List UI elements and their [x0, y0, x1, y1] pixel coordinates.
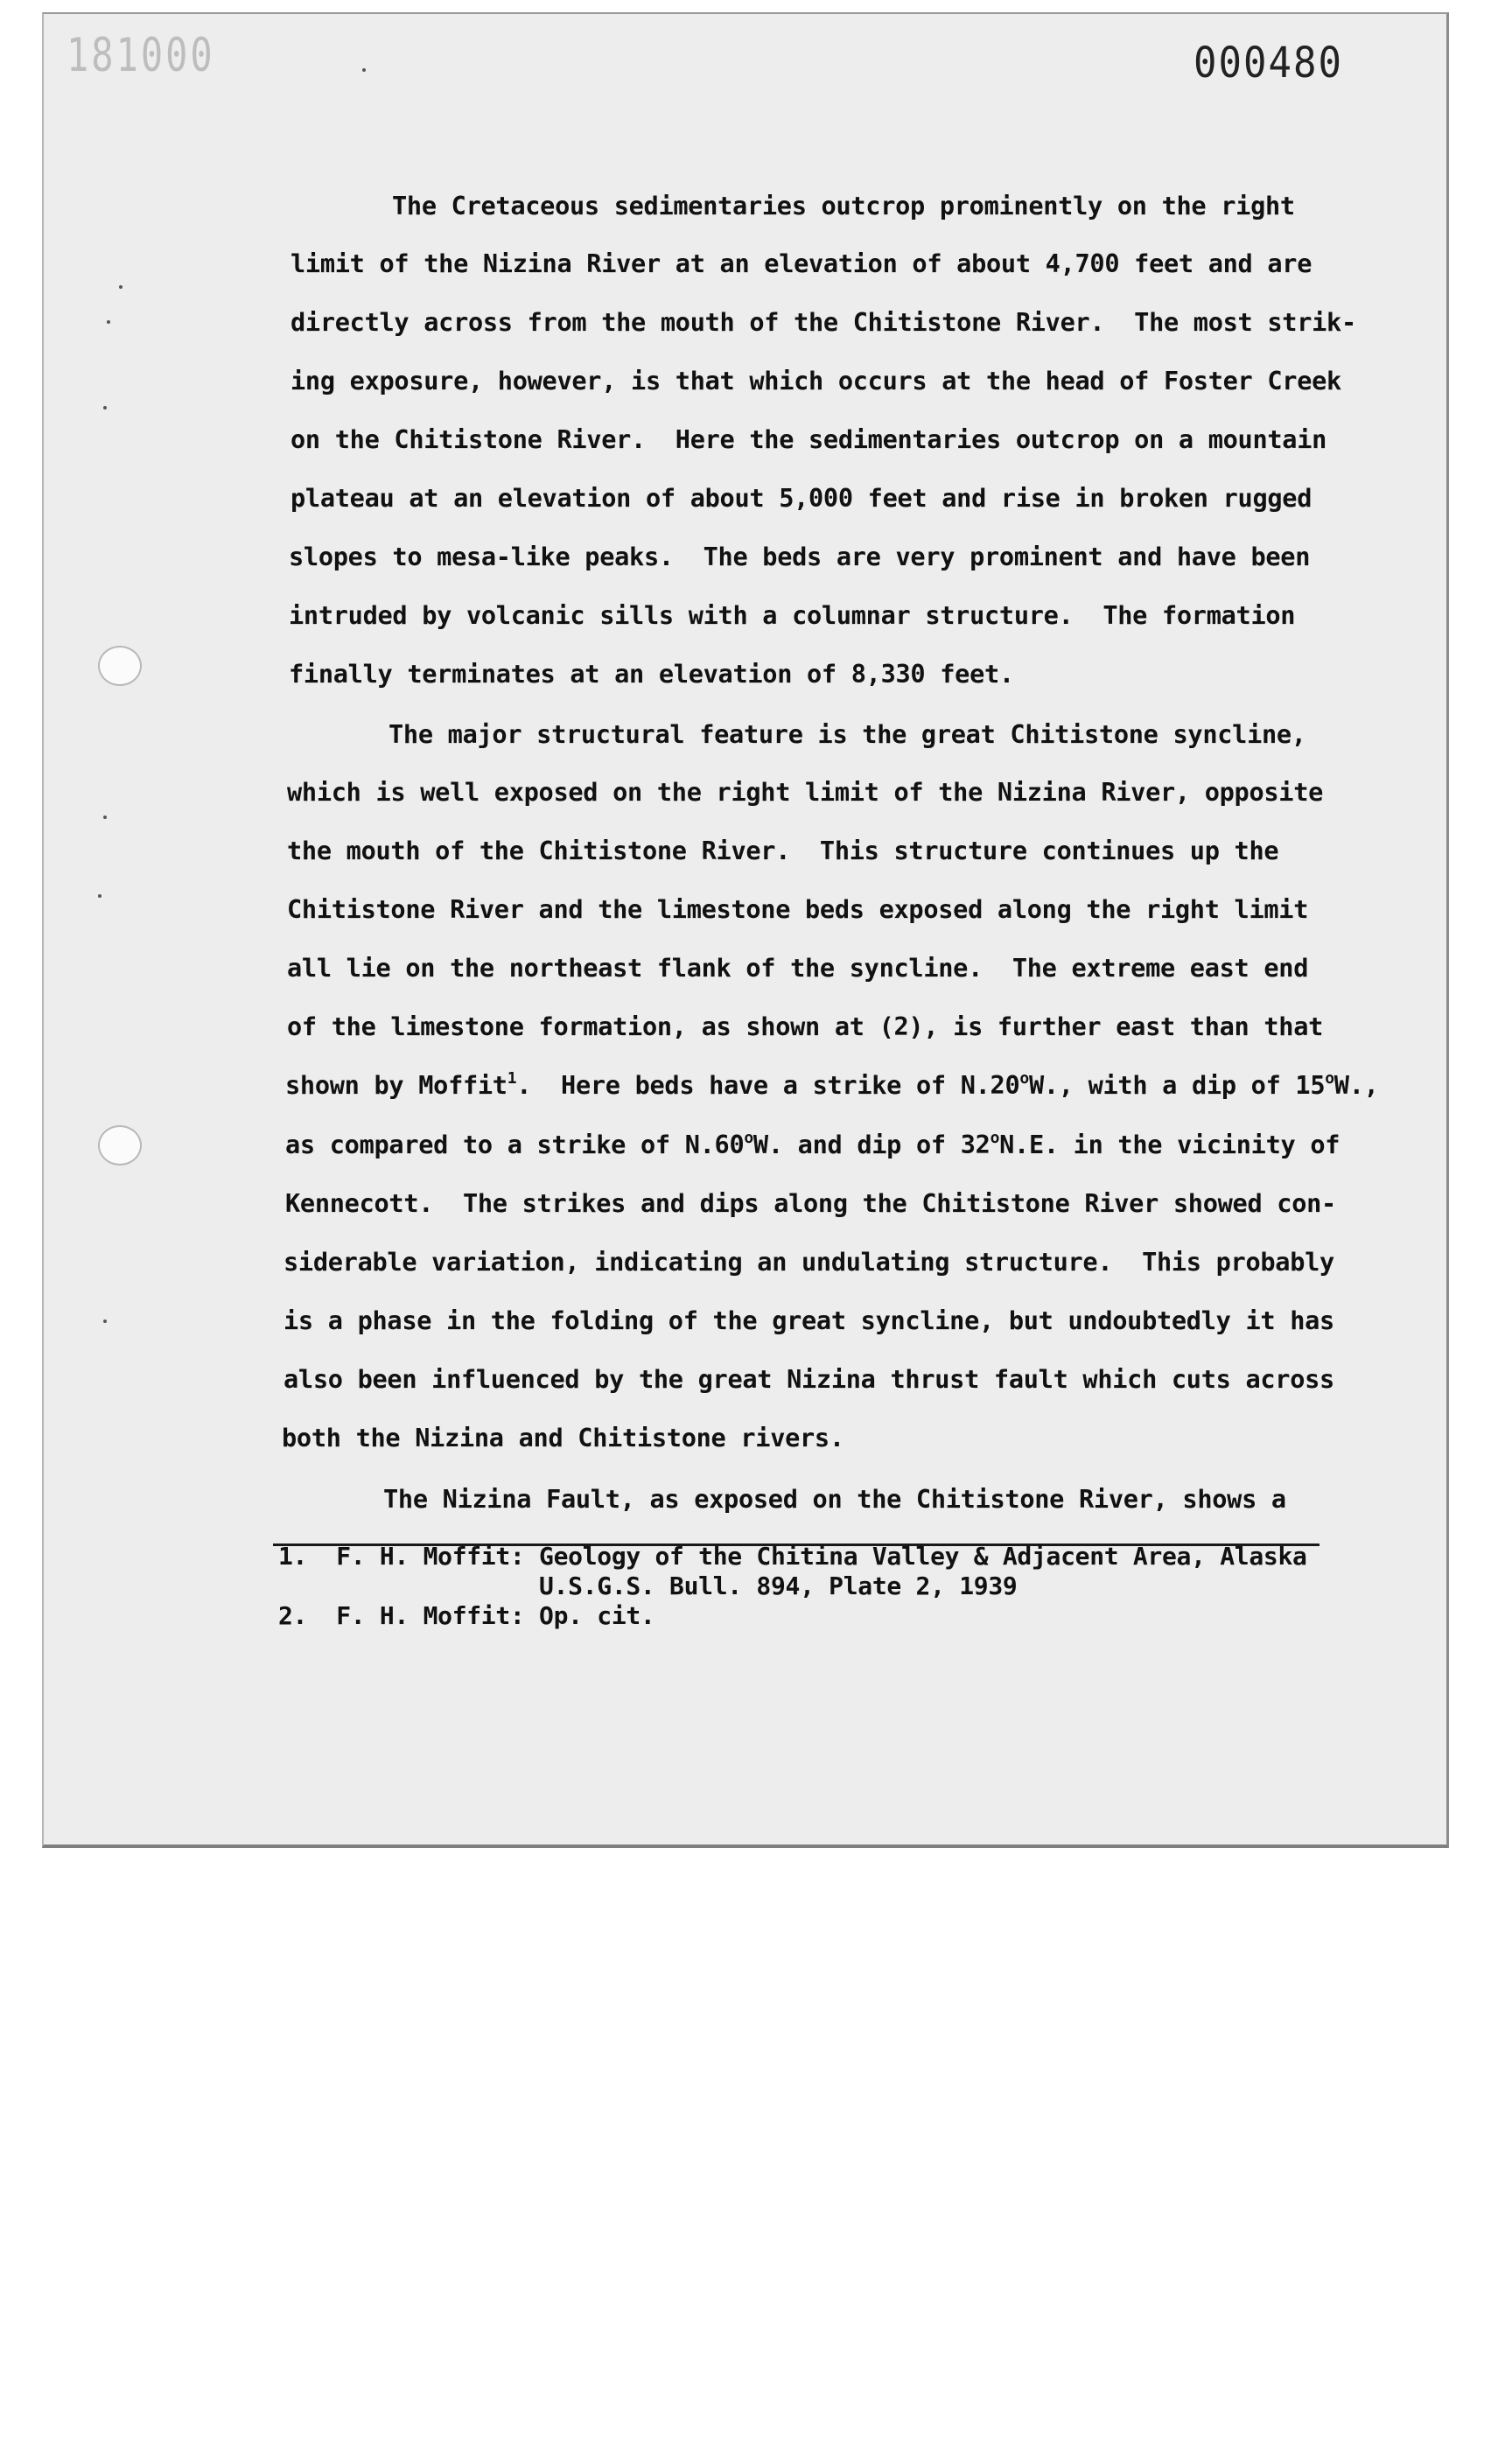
body-line: both the Nizina and Chitistone rivers. — [282, 1423, 844, 1452]
body-line: of the limestone formation, as shown at (2), is further east than that — [287, 1012, 1324, 1041]
degree-mark: o — [1019, 1069, 1029, 1088]
degree-mark: o — [1325, 1069, 1334, 1088]
body-line: The major structural feature is the great Chitistone syncline, — [388, 719, 1306, 749]
paper-speck — [362, 68, 366, 72]
paper-speck — [103, 406, 107, 410]
body-line: Chitistone River and the limestone beds exposed along the right limit — [287, 894, 1309, 924]
body-line: The Nizina Fault, as exposed on the Chitistone River, shows a — [383, 1484, 1286, 1514]
body-line: all lie on the northeast flank of the syncline. The extreme east end — [287, 953, 1309, 983]
paper-speck — [119, 285, 122, 289]
body-line: The Cretaceous sedimentaries outcrop prominently on the right — [392, 191, 1295, 220]
body-line: siderable variation, indicating an undulating structure. This probably — [284, 1247, 1334, 1277]
paper-speck — [98, 894, 102, 898]
faint-stamp-number: 181000 — [66, 28, 215, 82]
footnote-continuation: U.S.G.S. Bull. 894, Plate 2, 1939 — [278, 1572, 1018, 1600]
degree-mark: o — [990, 1129, 1000, 1147]
body-line: on the Chitistone River. Here the sedimentaries outcrop on a mountain — [290, 424, 1327, 454]
paper-speck — [107, 320, 110, 324]
page-number: 000480 — [1194, 38, 1343, 88]
body-line: limit of the Nizina River at an elevation of about 4,700 feet and are — [290, 248, 1312, 278]
body-line: intruded by volcanic sills with a columnar structure. The formation — [289, 600, 1296, 630]
degree-mark: o — [744, 1129, 753, 1147]
body-line: also been influenced by the great Nizina thrust fault which cuts across — [284, 1364, 1334, 1394]
body-line: the mouth of the Chitistone River. This structure continues up the — [287, 836, 1279, 865]
paper-speck — [103, 1320, 107, 1323]
punch-hole-bottom — [98, 1125, 142, 1166]
paper-speck — [103, 816, 107, 819]
body-line: Kennecott. The strikes and dips along the Chitistone River showed con- — [285, 1188, 1336, 1218]
footnote-marker: 1 — [507, 1069, 517, 1088]
footnote: 2. F. H. Moffit: Op. cit. — [278, 1601, 655, 1630]
body-line: shown by Moffit$^1$. Here beds have a strike of N.20$^o$W., with a dip of 15$^o$W., — [285, 1069, 1379, 1100]
body-line: which is well exposed on the right limit of the Nizina River, opposite — [287, 777, 1324, 807]
body-line: directly across from the mouth of the Chitistone River. The most strik- — [290, 307, 1356, 337]
body-line: is a phase in the folding of the great syncline, but undoubtedly it has — [284, 1306, 1334, 1335]
body-line: slopes to mesa-like peaks. The beds are very prominent and have been — [289, 542, 1311, 571]
body-line: plateau at an elevation of about 5,000 feet and rise in broken rugged — [290, 483, 1312, 513]
body-line: ing exposure, however, is that which occurs at the head of Foster Creek — [290, 366, 1341, 396]
body-line: finally terminates at an elevation of 8,330 feet. — [289, 659, 1014, 689]
body-line: as compared to a strike of N.60$^o$W. and dip of 32$^o$N.E. in the vicinity of — [285, 1129, 1340, 1159]
punch-hole-top — [98, 646, 142, 686]
footnote: 1. F. H. Moffit: Geology of the Chitina Valley & Adjacent Area, Alaska — [278, 1542, 1307, 1571]
